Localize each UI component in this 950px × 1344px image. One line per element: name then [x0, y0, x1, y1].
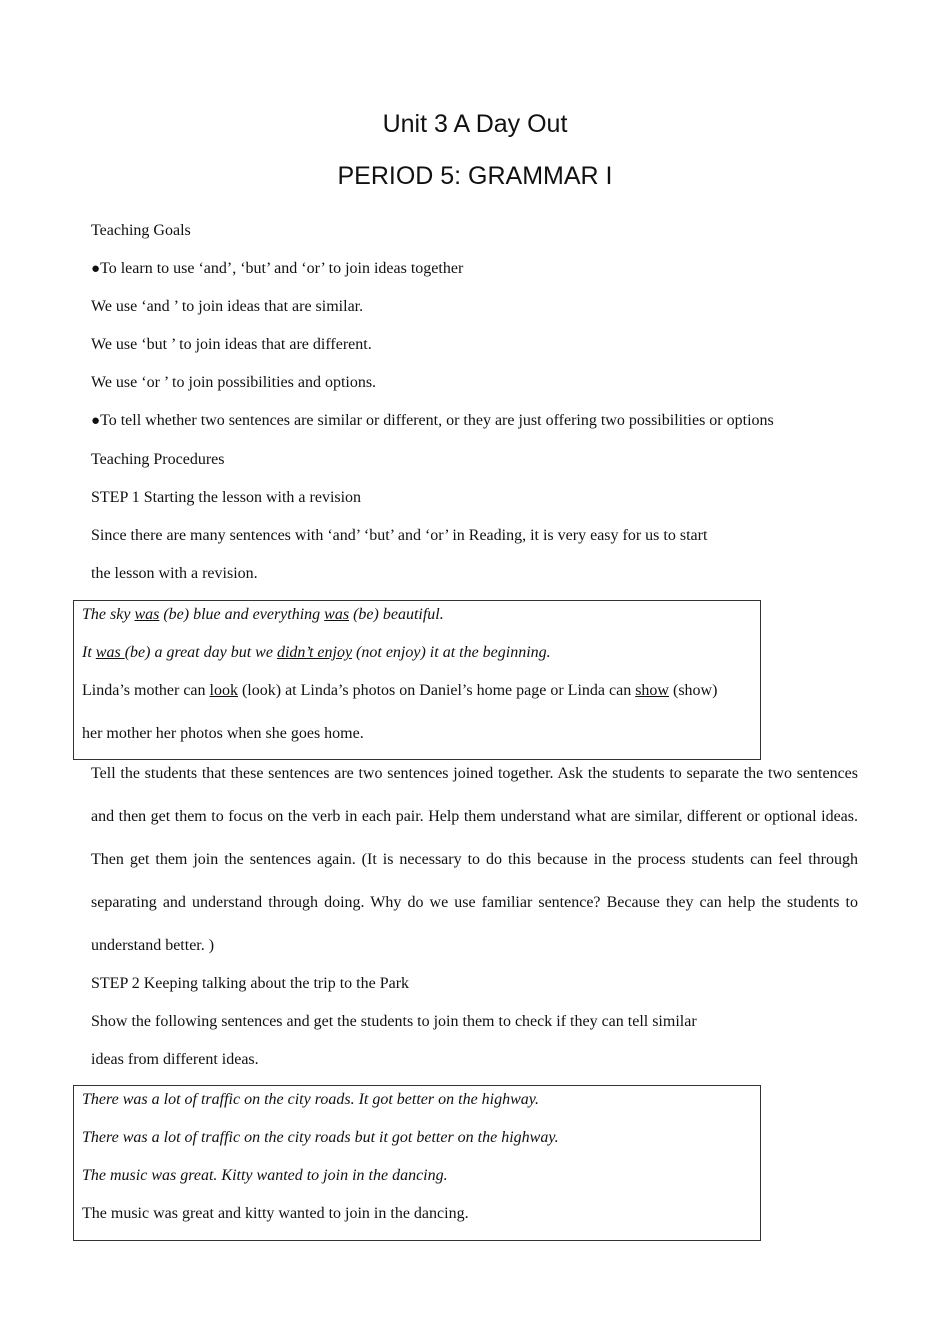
step2-intro-line2: ideas from different ideas.: [91, 1051, 259, 1068]
teaching-goals-heading: Teaching Goals: [91, 222, 191, 239]
goal-item-2: [91, 411, 774, 431]
rule-but: We use ‘but ’ to join ideas that are different.: [91, 336, 372, 353]
explanation-paragraph: Tell the students that these sentences are two sentences joined together. Ask the students to separate the two sentences and then get them to focus on the verb in each pair. Help them understand what are similar, different or optional ideas. Then get them join the sentences again. (It is necessary to do this because in the process students can feel through separating and understand through doing. Why do we use familiar sentence? Because they can help the students to understand better. ): [91, 765, 858, 954]
example-box-2: [73, 1085, 761, 1241]
teaching-procedures-heading: Teaching Procedures: [91, 451, 225, 468]
box2-line-1: There was a lot of traffic on the city roads. It got better on the highway.: [82, 1091, 539, 1108]
goal-text-2: To tell whether two sentences are similar or different, or they are just offering two possibilities or options: [100, 412, 774, 429]
box2-line-4: The music was great and kitty wanted to join in the dancing.: [82, 1205, 469, 1222]
goal-text-1: To learn to use ‘and’, ‘but’ and ‘or’ to join ideas together: [100, 260, 464, 277]
example-sentence-3: Linda’s mother can look (look) at Linda’s photos on Daniel’s home page or Linda can show (show): [82, 682, 718, 699]
example-box-1: [73, 600, 761, 760]
step1-intro-line2: the lesson with a revision.: [91, 565, 258, 582]
step2-intro-line1: Show the following sentences and get the students to join them to check if they can tell similar: [91, 1013, 697, 1030]
goal-item-1: [91, 259, 463, 279]
example-sentence-1: The sky was (be) blue and everything was (be) beautiful.: [82, 606, 444, 623]
rule-or: We use ‘or ’ to join possibilities and options.: [91, 374, 377, 391]
period-title: PERIOD 5: GRAMMAR I: [337, 162, 613, 190]
unit-title: Unit 3 A Day Out: [382, 110, 568, 138]
bullet-icon: ●: [91, 261, 101, 277]
rule-and: We use ‘and ’ to join ideas that are similar.: [91, 298, 364, 315]
box2-line-2: There was a lot of traffic on the city roads but it got better on the highway.: [82, 1129, 559, 1146]
bullet-icon: ●: [91, 413, 101, 429]
step2-title: STEP 2 Keeping talking about the trip to the Park: [91, 975, 410, 992]
box2-line-3: The music was great. Kitty wanted to join in the dancing.: [82, 1167, 448, 1184]
example-sentence-2: It was (be) a great day but we didn’t enjoy (not enjoy) it at the beginning.: [82, 644, 551, 661]
step1-title: STEP 1 Starting the lesson with a revision: [91, 489, 362, 506]
step1-intro-line1: Since there are many sentences with ‘and’ ‘but’ and ‘or’ in Reading, it is very easy for us to start: [91, 527, 708, 544]
example-sentence-3-continued: her mother her photos when she goes home.: [82, 725, 364, 742]
